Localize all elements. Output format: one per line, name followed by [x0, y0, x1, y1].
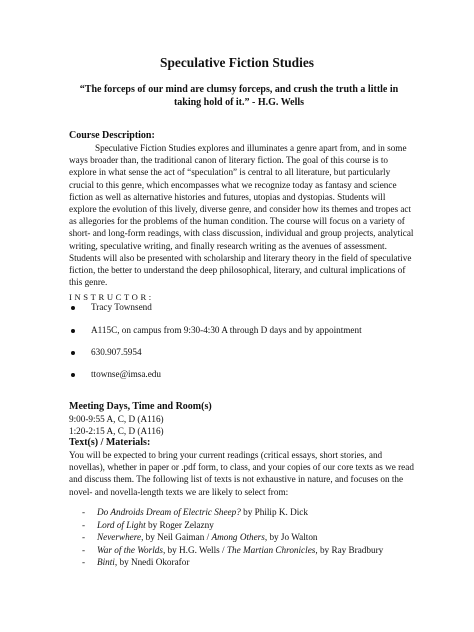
texts-list	[82, 506, 422, 569]
course-description-heading: Course Description:	[69, 130, 155, 141]
instructor-name-item	[69, 301, 152, 313]
texts-heading: Text(s) / Materials:	[69, 437, 151, 448]
list-item: - Neverwhere, by Neil Gaiman / Among Others, by Jo Walton	[82, 532, 318, 543]
list-item: - Binti, by Nnedi Okorafor	[82, 557, 190, 568]
meeting-line-1: 9:00-9:55 A, C, D (A116)	[69, 414, 164, 424]
instructor-email: ttownse@imsa.edu	[91, 369, 161, 379]
instructor-label: INSTRUCTOR:	[69, 292, 154, 302]
instructor-office-item	[69, 324, 362, 336]
epigraph-quote: “The forceps of our mind are clumsy forceps, and crush the truth a little in taking hold of it.” - H.G. Wells	[79, 84, 399, 108]
list-item: - War of the Worlds, by H.G. Wells / The Martian Chronicles, by Ray Bradbury	[82, 544, 384, 555]
list-item: - Lord of Light by Roger Zelazny	[82, 519, 214, 530]
meeting-line-2: 1:20-2:15 A, C, D (A116)	[69, 426, 164, 436]
list-item: - Do Androids Dream of Electric Sheep? by Philip K. Dick	[82, 507, 308, 517]
instructor-office: A115C, on campus from 9:30-4:30 A through D days and by appointment	[91, 325, 362, 335]
texts-body: You will be expected to bring your current readings (critical essays, short stories, and novellas), whether in paper or .pdf form, to class, and your copies of our core texts as we read and discuss them. The following list of texts is not exhaustive in nature, and focuses on the novel- and novella-length texts we are likely to select from:	[69, 450, 414, 497]
instructor-email-item	[69, 368, 161, 380]
instructor-name: Tracy Townsend	[91, 302, 152, 312]
instructor-phone-item	[69, 346, 142, 358]
instructor-phone: 630.907.5954	[91, 347, 142, 357]
bullet-icon	[71, 373, 75, 377]
bullet-icon	[71, 329, 75, 333]
document-title: Speculative Fiction Studies	[160, 55, 314, 70]
course-description-text: Speculative Fiction Studies explores and illuminates a genre apart from, and in some ways broader than, the traditional canon of literary fiction. The goal of this course is to explore in what sense the act of “speculation” is central to all literature, but particularly crucial to this genre, which encompasses what we recognize today as fantasy and science fiction as well as alternative histories and futures, utopias and dystopias. Students will explore the evolution of this lively, diverse genre, and consider how its themes and tropes act as allegories for the problems of the human condition. The course will focus on a variety of short- and long-form readings, with class discussion, individual and group projects, analytical writing, speculative writing, and finally research writing as the avenues of assessment. Students will also be presented with scholarship and literary theory in the field of speculative fiction, the better to understand the deep philosophical, literary, and cultural implications of this genre.	[69, 143, 414, 288]
bullet-icon	[71, 351, 75, 355]
meeting-heading: Meeting Days, Time and Room(s)	[69, 401, 212, 412]
course-description-body	[69, 142, 414, 288]
bullet-icon	[71, 306, 75, 310]
